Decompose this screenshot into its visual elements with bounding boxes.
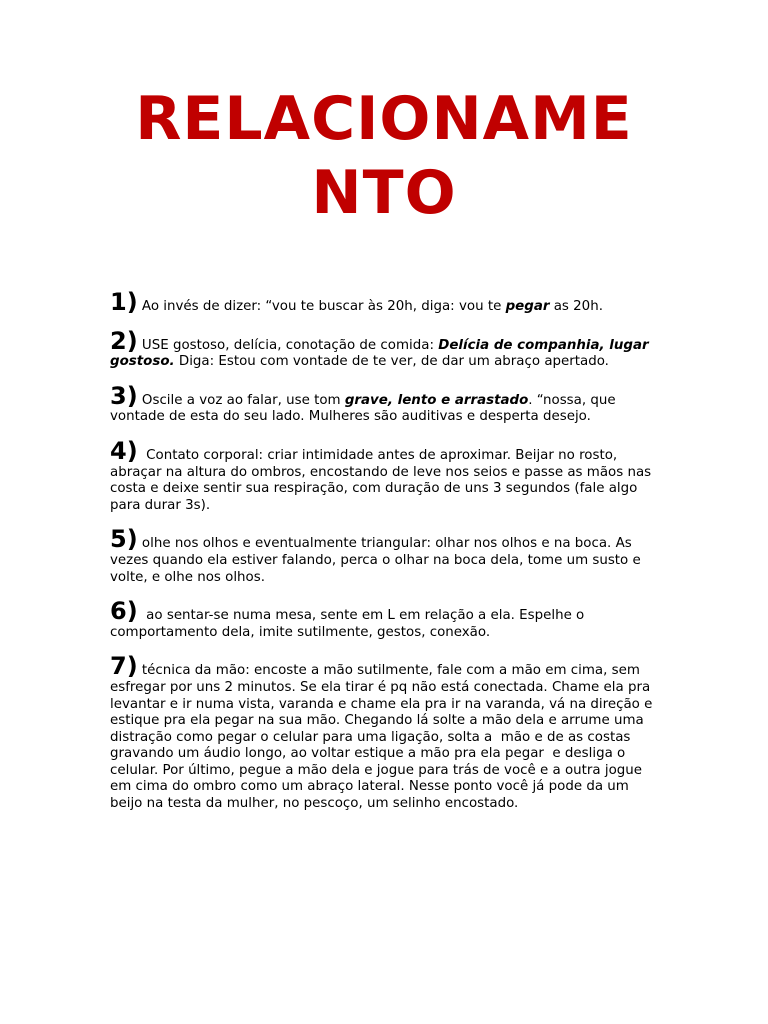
list-item (110, 525, 660, 586)
list-item (110, 288, 660, 316)
item-number: 3) (110, 381, 138, 410)
tips-list (110, 288, 660, 830)
item-emphasis-text: Delícia de companhia, lugar gostoso. (110, 337, 654, 370)
list-item (110, 597, 660, 641)
item-text: USE gostoso, delícia, conotação de comida: (137, 337, 439, 353)
item-text: olhe nos olhos e eventualmente triangular: olhar nos olhos e na boca. As vezes quando ela estiver falando, perca o olhar na boca dela, tome um susto e volte, e olhe nos olhos. (110, 536, 646, 585)
item-number: 2) (110, 326, 138, 355)
list-item (110, 436, 660, 514)
item-number: 1) (110, 288, 138, 316)
item-text: Ao invés de dizer: “vou te buscar às 20h, diga: vou te (137, 299, 506, 314)
item-number: 6) (110, 597, 138, 626)
item-text: Contato corporal: criar intimidade antes de aproximar. Beijar no rosto, abraçar na altura do ombros, encostando de leve nos seios e passe as mãos nas costa e deixe sentir sua respiração, com duração de uns 3 segundos (fale algo para durar 3s). (110, 447, 656, 513)
item-text: . “nossa, que vontade de esta do seu lado. Mulheres são auditivas e desperta desejo. (110, 392, 620, 425)
document-title (0, 82, 768, 230)
item-text: Diga: Estou com vontade de te ver, de dar um abraço apertado. (174, 354, 609, 370)
item-number: 7) (110, 652, 138, 681)
list-item (110, 652, 660, 812)
title-line-2: NTO (311, 158, 457, 228)
item-text: as 20h. (549, 299, 603, 314)
item-text: técnica da mão: encoste a mão sutilmente, fale com a mão em cima, sem esfregar por uns 2 minutos. Se ela tirar é pq não está conectada. Chame ela pra levantar e ir numa vista, varanda e chame ela pra ir na varanda, vá na direção e estique pra ela pegar na sua mão. Chegando lá solte a mão dela e arrume uma distração como pegar o celular para uma ligação, solta a mão e de as costas gravando um áudio longo, ao voltar estique a mão pra ela pegar e desliga o celular. Por último, pegue a mão dela e jogue para trás de você e a outra jogue em cima do ombro como um abraço lateral. Nesse ponto você já pode da um beijo na testa da mulher, no pescoço, um selinho encostado. (110, 663, 657, 812)
item-emphasis-text: grave, lento e arrastado (344, 392, 529, 408)
title-line-1: RELACIONAME (135, 84, 633, 154)
list-item (110, 326, 660, 371)
item-text: Oscile a voz ao falar, use tom (137, 392, 345, 408)
item-text: ao sentar-se numa mesa, sente em L em relação a ela. Espelhe o comportamento dela, imite sutilmente, gestos, conexão. (110, 608, 589, 640)
item-number: 5) (110, 525, 138, 554)
item-emphasis-text: pegar (505, 299, 550, 314)
list-item (110, 381, 660, 426)
item-number: 4) (110, 436, 138, 465)
